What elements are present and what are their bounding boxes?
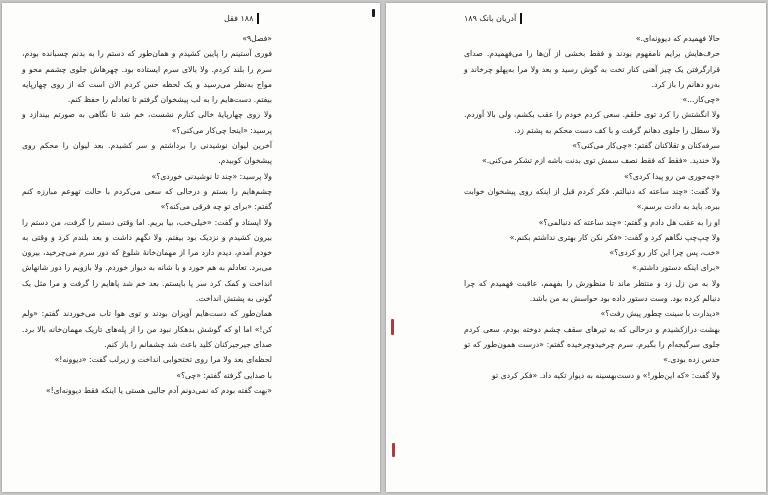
paragraph: «دیدارت با سینت چطور پیش رفت؟» xyxy=(600,309,720,319)
paragraph: لحظه‌ای بعد ولا مرا روی تختخوابی انداخت و زیرلب گفت: «دیوونه!» xyxy=(54,355,272,365)
paragraph: ولا گفت: «که این‌طور!» و دست‌بهسینه به دیوار تکیه داد. «فکر کردی تو xyxy=(492,370,720,380)
paragraph: «چی‌کار...» xyxy=(682,95,720,105)
paragraph: همان‌طور که دست‌هایم آویزان بودند و توی هوا تاب می‌خوردند گفتم: «ولم کن!» اما او که گوشش بدهکار نبود من را از پله‌های تاریک مهمان‌خانه بالا برد. صدای جیرجیرکنان کلید باعث شد چشمانم را باز کنم. xyxy=(22,309,272,349)
scan-artifact xyxy=(372,9,375,17)
paragraph: ولا چپ‌چپ نگاهم کرد و گفت: «فکر نکن کار بهتری نداشتم بکنم.» xyxy=(509,232,720,242)
left-page xyxy=(2,3,380,492)
header-divider xyxy=(257,13,259,24)
paragraph: ولا روی چهارپایهٔ خالی کنارم نشست، خم شد تا نگاهی به صورتم بیندازد و پرسید: «اینجا چی‌کار می‌کنی؟» xyxy=(22,110,272,135)
paragraph: چشم‌هایم را بستم و درحالی که سعی می‌کردم با حالت تهوعم مبارزه کنم گفتم: «برای تو چه فرقی می‌کنه؟» xyxy=(22,186,272,212)
paragraph: آخرین لیوان نوشیدنی را برداشتم و سر کشیدم. بعد لیوان را محکم روی پیشخوان کوبیدم. xyxy=(22,141,272,166)
scan-artifact xyxy=(392,443,395,457)
right-page-header-text: آدریان بانک ۱۸۹ xyxy=(464,14,517,23)
paragraph: «خب، پس چرا این کار رو کردی؟» xyxy=(609,248,720,258)
paragraph: بهشت درازکشیدم و درحالی که به تیرهای سقف چشم دوخته بودم، سعی کردم جلوی سرگیجه‌ام را بگیرم. سرم چرخیدوچرخیده گفتم: «درست همون‌طور که تو حدس زده بودی.» xyxy=(464,324,720,365)
paragraph: ولا خندید. «فقط که فقط نصف سمش توی بدنت باشه ازم تشکر می‌کنی.» xyxy=(482,156,720,166)
right-page-body xyxy=(464,31,720,383)
paragraph: «چه‌جوری من رو پیدا کردی؟» xyxy=(624,171,720,181)
paragraph: حرف‌هایش برایم نامفهوم بودند و فقط بخشی از آن‌ها را می‌فهمیدم. صدای قرارگرفتن یک چیز آهنی کنار تخت به گوش رسید و بعد ولا مرا به‌پهلو چرخاند و به‌رو دهانم را باز کرد. xyxy=(464,49,720,89)
scan-artifact xyxy=(391,319,394,335)
paragraph: حالا فهمیدم که دیوونه‌ای.» xyxy=(635,34,720,43)
paragraph: فوری آستینم را پایین کشیدم و همان‌طور که دستم را به بدنم چسبانده بودم، سرم را بلند کردم. ولا بالای سرم ایستاده بود. چهرهاش جلوی چشمم محو و مواج به‌نظر می‌رسید و یک لحظه حس کردم الان است که از روی چهارپایه بیفتم. دست‌هایم را به لب پیشخوان گرفتم تا تعادلم را حفظ کنم. xyxy=(22,49,272,105)
paragraph: «فصل۹» xyxy=(242,34,272,43)
paragraph: ولا انگشتش را کرد توی حلقم. سعی کردم خودم را عقب بکشم، ولی بالا آوردم. ولا سطل را جلوی دهانم گرفت و با کف دست محکم به پشتم زد. xyxy=(464,110,720,135)
right-page-header xyxy=(464,13,522,24)
left-page-body xyxy=(22,31,272,398)
paragraph: «برای اینکه دستور داشتم.» xyxy=(632,263,720,273)
paragraph: با صدایی گرفته گفتم: «چی؟» xyxy=(176,370,272,380)
paragraph: ولا ایستاد و گفت: «خیلی‌خب، بیا بریم. اما وقتی دستم را گرفت، من دستم را بیرون کشیدم و نزدیک بود بیفتم. ولا نگهم داشت و بعد بلندم کرد و وقتی به خودم آمدم، دیدم دارد مرا از مهمان‌خانهٔ شلوغ که دور سرم می‌چرخید، بیرون می‌برد. تعادلم به هم خورد و با شانه به دیوار خوردم. ولا بازویم را دور شانهاش انداخت و کمک کرد سر پا بایستم. بعد خم شد پاهایم را گرفت و مرا مثل یک گونی به پشتش انداخت. xyxy=(22,217,272,304)
paragraph: «بهت گفته بودم که نمی‌دونم آدم جالبی هستی یا اینکه فقط دیوونه‌ای!» xyxy=(45,385,272,395)
paragraph: او را به عقب هل دادم و گفتم: «چند ساعته که دنبالمی؟» xyxy=(538,217,720,227)
paragraph: ولا پرسید: «چند تا نوشیدنی خوردی؟» xyxy=(151,171,272,181)
paragraph: ولا به من زل زد و منتظر ماند تا منظورش را بفهمم، عاقبت فهمیدم که چرا دنبالم کرده بود. وست دستور داده بود حواسش به من باشد. xyxy=(464,278,720,304)
right-page xyxy=(386,3,766,492)
header-divider xyxy=(520,13,522,24)
left-page-header xyxy=(224,13,259,24)
left-page-header-text: ۱۸۸ فقل xyxy=(224,14,254,23)
paragraph: ولا گفت: «چند ساعته که دنبالتم. فکر کردم قبل از اینکه روی پیشخوان خوابت ببره، باید به دادت برسم.» xyxy=(464,186,720,212)
paragraph: سرفه‌کنان و تقلاکنان گفتم: «چی‌کار می‌کنی؟» xyxy=(572,141,720,151)
